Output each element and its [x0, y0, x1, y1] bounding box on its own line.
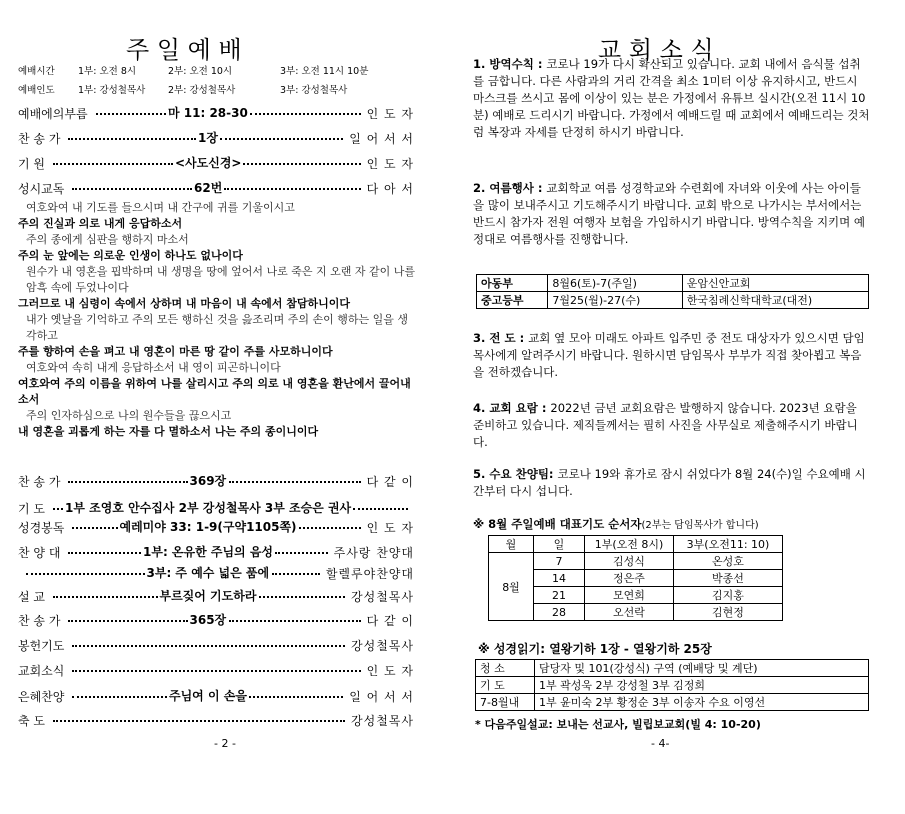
psalm-line: 주의 눈 앞에는 의로운 인생이 하나도 없나이다 [18, 249, 243, 262]
news-heading: 4. 교회 요람 : [473, 401, 547, 415]
news-item [473, 56, 871, 141]
right-title: 교 회 소 식 [598, 36, 714, 64]
prayer-head-row [489, 536, 783, 553]
psalm-line: 여호와여 속히 내게 응답하소서 내 영이 피곤하니이다 [26, 361, 281, 374]
prayer-schedule-table [488, 535, 783, 621]
order-item: 369장 [189, 474, 227, 488]
prayer-cell: 김성식 [585, 553, 674, 570]
bible-reading-title: ※ 성경읽기: 열왕기하 1장 - 열왕기하 25장 [478, 642, 712, 656]
psalm-line: 그러므로 내 심령이 속에서 상하며 내 마음이 내 속에서 참담하니이다 [18, 297, 350, 310]
order-leader: 할렐루야찬양대 [325, 567, 414, 581]
order-item: 부르짖어 기도하라 [159, 589, 257, 603]
dot-leader [72, 696, 167, 698]
news-body: 코로나 19가 다시 확산되고 있습니다. 교회 내에서 음식물 섭취를 금합니다. 다른 사람과의 거리 간격을 최소 1미터 이상 유지하시고, 반드시 마스크를 쓰시고 몸에 이상이 있는 분은 가정에서 유튜브 실시간(오전 11시 10분) 예배로 드리시기 바랍니다. 가정에서 예배드릴 때 교회에서 예배드리는 것처럼 복장과 자세를 단정히 하시기 바랍니다. [473, 57, 870, 139]
dot-leader [249, 696, 343, 698]
prayer-row [489, 587, 783, 604]
order-leader: 인 도 자 [366, 157, 414, 171]
duty-table [475, 659, 869, 711]
prayer-cell: 박종선 [674, 570, 783, 587]
summer-cell: 운암신안교회 [682, 275, 868, 292]
order-leader: 다 같 이 [366, 614, 414, 628]
psalm-line: 주의 인자하심으로 나의 원수들을 끊으시고 [26, 409, 232, 422]
order-row [18, 544, 418, 560]
news-body: 2022년 금년 교회요람은 발행하지 않습니다. 2023년 요람을 준비하고 있습니다. 제직들께서는 필히 사진을 사무실로 제출해주시기 바랍니다. [473, 401, 858, 449]
dot-leader [53, 596, 158, 598]
schedule-time-1: 1부: 오전 8시 [78, 66, 137, 77]
news-heading: 1. 방역수칙 : [473, 57, 543, 71]
order-leader: 다 아 서 [366, 182, 414, 196]
schedule-time-3: 3부: 오전 11시 10분 [280, 66, 369, 77]
order-row [18, 688, 418, 704]
dot-leader [259, 596, 346, 598]
news-item [473, 180, 871, 248]
duty-row [476, 694, 869, 711]
order-leader: 일 어 서 서 [349, 132, 414, 146]
dot-leader [353, 508, 408, 510]
prayer-month: 8월 [489, 553, 534, 621]
order-row [18, 637, 418, 653]
order-item: <사도신경> [175, 156, 242, 170]
order-leader: 인 도 자 [366, 521, 414, 535]
order-label: 찬 송 가 [18, 132, 61, 146]
prayer-cell: 7 [534, 553, 585, 570]
order-label: 기 도 [18, 502, 45, 516]
order-leader: 인 도 자 [366, 664, 414, 678]
order-label: 축 도 [18, 714, 45, 728]
prayer-head-cell: 3부(오전11: 10) [674, 536, 783, 553]
order-item: 1장 [198, 131, 218, 145]
schedule-lead-2: 2부: 강성철목사 [168, 85, 236, 96]
order-label: 기 원 [18, 157, 45, 171]
order-row [18, 500, 418, 516]
schedule-lead-label: 예배인도 [18, 85, 55, 96]
order-row [18, 712, 418, 728]
psalm-line: 원수가 내 영혼을 핍박하며 내 생명을 땅에 엎어서 나로 죽은 지 오랜 자 같이 나를 암흑 속에 두었나이다 [26, 265, 415, 294]
order-leader: 강성철목사 [351, 590, 414, 604]
news-heading: 5. 수요 찬양팀: [473, 467, 554, 481]
dot-leader [72, 188, 192, 190]
duty-cell: 청 소 [476, 660, 535, 677]
order-label: 찬 송 가 [18, 475, 61, 489]
dot-leader [68, 620, 188, 622]
news-body: 코로나 19와 휴가로 잠시 쉬었다가 8월 24(수)일 수요예배 시간부터 다시 섭니다. [473, 467, 866, 498]
summer-cell: 중고등부 [477, 292, 548, 309]
schedule-time-label: 예배시간 [18, 66, 55, 77]
order-row [18, 565, 418, 581]
psalm-line: 주를 향하여 손을 펴고 내 영혼이 마른 땅 같이 주를 사모하니이다 [18, 345, 333, 358]
schedule-lead-3: 3부: 강성철목사 [280, 85, 348, 96]
duty-cell: 1부 윤미숙 2부 황정순 3부 이송자 수요 이영선 [535, 694, 869, 711]
psalm-line: 여호와여 내 기도를 들으시며 내 간구에 귀를 기울이시고 [26, 201, 295, 214]
order-label: 성시교독 [18, 182, 65, 196]
dot-leader [229, 620, 362, 622]
prayer-head-cell: 일 [534, 536, 585, 553]
prayer-cell: 정은주 [585, 570, 674, 587]
dot-leader [229, 481, 362, 483]
psalm-line: 주의 진실과 의로 내게 응답하소서 [18, 217, 183, 230]
order-leader: 강성철목사 [351, 639, 414, 653]
news-item [473, 330, 871, 381]
dot-leader [53, 720, 345, 722]
next-sermon: * 다음주일설교: 보내는 선교사, 빌립보교회(빌 4: 10-20) [475, 718, 761, 731]
prayer-cell: 온성호 [674, 553, 783, 570]
order-leader: 다 같 이 [366, 475, 414, 489]
order-row [18, 130, 418, 146]
dot-leader [299, 527, 362, 529]
news-heading: 3. 전 도 : [473, 331, 525, 345]
dot-leader [72, 670, 361, 672]
dot-leader [272, 573, 321, 575]
order-label: 봉헌기도 [18, 639, 65, 653]
order-row [18, 588, 418, 604]
prayer-cell: 28 [534, 604, 585, 621]
order-item: 주님여 이 손을 [169, 689, 247, 703]
order-row [18, 180, 418, 196]
duty-cell: 7-8월내 [476, 694, 535, 711]
psalm-line: 내가 옛날을 기억하고 주의 모든 행하신 것을 읊조리며 주의 손이 행하는 일을 생각하고 [26, 313, 408, 342]
prayer-cell: 21 [534, 587, 585, 604]
prayer-row [489, 553, 783, 570]
order-row [18, 519, 418, 535]
order-item: 3부: 주 예수 넓은 품에 [146, 566, 270, 580]
dot-leader [243, 163, 361, 165]
prayer-row [489, 604, 783, 621]
duty-cell: 담당자 및 101(강성식) 구역 (예배당 및 계단) [535, 660, 869, 677]
duty-cell: 기 도 [476, 677, 535, 694]
dot-leader [275, 552, 328, 554]
summer-cell: 한국침례신학대학교(대전) [682, 292, 868, 309]
dot-leader [68, 138, 196, 140]
prayer-cell: 오선락 [585, 604, 674, 621]
order-item: 62번 [194, 181, 223, 195]
order-item: 1부: 온유한 주님의 음성 [143, 545, 274, 559]
psalm-line: 여호와여 주의 이름을 위하여 나를 살리시고 주의 의로 내 영혼을 환난에서 끌어내소서 [18, 377, 411, 406]
order-item: 예레미야 33: 1-9(구약1105쪽) [119, 520, 297, 534]
order-row [18, 662, 418, 678]
prayer-cell: 김지홍 [674, 587, 783, 604]
order-item: 마 11: 28-30 [168, 106, 248, 120]
schedule-lead-1: 1부: 강성철목사 [78, 85, 146, 96]
order-leader: 강성철목사 [351, 714, 414, 728]
summer-event-table [476, 274, 869, 309]
dot-leader [53, 508, 63, 510]
dot-leader [72, 527, 118, 529]
order-label: 예배에의부름 [18, 107, 88, 121]
order-item: 1부 조영호 안수집사 2부 강성철목사 3부 조승은 권사 [65, 501, 352, 515]
prayer-head-cell: 월 [489, 536, 534, 553]
summer-cell: 아동부 [477, 275, 548, 292]
dot-leader [96, 113, 166, 115]
summer-cell: 8월6(토)-7(주일) [548, 275, 682, 292]
order-label: 찬 송 가 [18, 614, 61, 628]
responsive-reading [18, 200, 416, 440]
dot-leader [250, 113, 361, 115]
order-leader: 주사랑 찬양대 [333, 546, 414, 560]
order-label: 성경봉독 [18, 521, 65, 535]
prayer-cell: 김현정 [674, 604, 783, 621]
prayer-schedule-note: (2부는 담임목사가 합니다) [641, 520, 759, 531]
summer-row [477, 275, 869, 292]
news-body: 교회 옆 모아 미래도 아파트 입주민 중 전도 대상자가 있으시면 담임목사에게 알려주시기 바랍니다. 원하시면 담임목사 부부가 직접 찾아뵙고 복음을 전하겠습니다. [473, 331, 865, 379]
summer-cell: 7월25(월)-27(수) [548, 292, 682, 309]
order-row [18, 612, 418, 628]
dot-leader [53, 163, 173, 165]
order-row [18, 473, 418, 489]
order-label: 찬 양 대 [18, 546, 61, 560]
left-title: 주 일 예 배 [126, 36, 242, 64]
order-row [18, 105, 418, 121]
dot-leader [72, 645, 345, 647]
psalm-line: 주의 종에게 심판을 행하지 마소서 [26, 233, 189, 246]
duty-row [476, 677, 869, 694]
order-label: 교회소식 [18, 664, 65, 678]
prayer-schedule-title: ※ 8월 주일예배 대표기도 순서자 [473, 517, 642, 531]
news-item [473, 400, 871, 451]
news-heading: 2. 여름행사 : [473, 181, 543, 195]
order-label: 은혜찬양 [18, 690, 65, 704]
prayer-head-cell: 1부(오전 8시) [585, 536, 674, 553]
duty-cell: 1부 곽성욱 2부 강성철 3부 김정희 [535, 677, 869, 694]
dot-leader [220, 138, 343, 140]
order-label: 설 교 [18, 590, 45, 604]
schedule-time-2: 2부: 오전 10시 [168, 66, 233, 77]
order-row [18, 155, 418, 171]
dot-leader [68, 481, 188, 483]
dot-leader [68, 552, 141, 554]
order-item: 365장 [189, 613, 227, 627]
dot-leader [26, 573, 145, 575]
duty-row [476, 660, 869, 677]
psalm-line: 내 영혼을 괴롭게 하는 자를 다 멸하소서 나는 주의 종이니이다 [18, 425, 319, 438]
prayer-cell: 모연희 [585, 587, 674, 604]
left-page-number: - 2 - [214, 737, 236, 750]
order-leader: 일 어 서 서 [349, 690, 414, 704]
prayer-schedule-heading [473, 516, 759, 532]
news-body: 교회학교 여름 성경학교와 수련회에 자녀와 이웃에 사는 아이들을 많이 보내주시고 기도해주시기 바랍니다. 교회 밖으로 나가시는 부서에서는 반드시 참가자 전원 여행자 보험을 가입하시기 바랍니다. 방역수칙을 지키며 예정대로 여름행사를 진행합니다. [473, 181, 866, 246]
prayer-cell: 14 [534, 570, 585, 587]
order-leader: 인 도 자 [366, 107, 414, 121]
dot-leader [224, 188, 361, 190]
news-item [473, 466, 871, 500]
prayer-row [489, 570, 783, 587]
right-page-number: - 4- [651, 737, 670, 750]
summer-row [477, 292, 869, 309]
